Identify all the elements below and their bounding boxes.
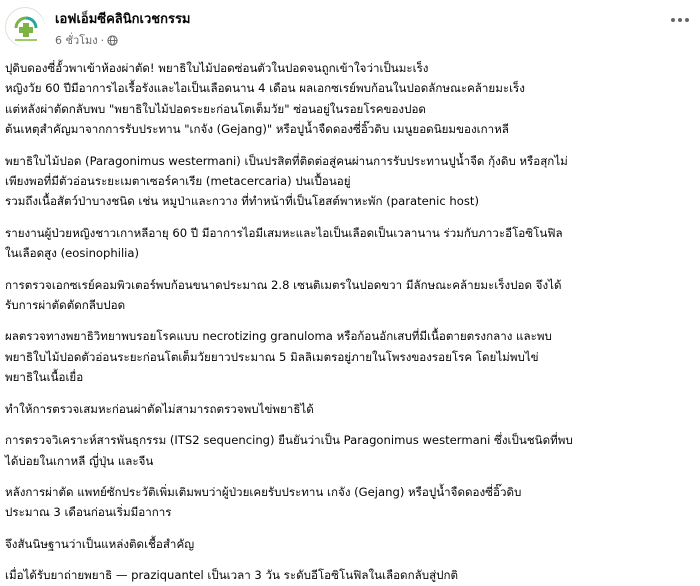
post-line: พยาธิในเนื้อเยื่อ <box>5 370 84 385</box>
post-paragraph <box>5 399 695 419</box>
more-horizontal-icon[interactable] <box>666 10 694 30</box>
globe-icon <box>107 35 118 46</box>
post-paragraph <box>5 534 695 554</box>
post-paragraph <box>5 326 695 387</box>
page-name[interactable]: เอฟเอ็มซีคลินิกเวชกรรม <box>55 12 191 27</box>
post-time[interactable]: 6 ชั่วโมง <box>55 34 98 47</box>
post-paragraph <box>5 565 695 585</box>
post-line: ในเลือดสูง (eosinophilia) <box>5 246 140 261</box>
post-line: เมื่อได้รับยาถ่ายพยาธิ — praziquantel เป็นเวลา 3 วัน ระดับอีโอซิโนฟิลในเลือดกลับสู่ปกติ <box>5 568 459 583</box>
post-line: การตรวจวิเคราะห์สารพันธุกรรม (ITS2 sequencing) ยืนยันว่าเป็น Paragonimus westermani ซึ่งเป็นชนิดที่พบ <box>5 433 573 448</box>
post-line: ได้บ่อยในเกาหลี ญี่ปุ่น และจีน <box>5 453 154 468</box>
post-line: จึงสันนิษฐานว่าเป็นแหล่งติดเชื้อสำคัญ <box>5 536 195 551</box>
post-paragraph <box>5 223 695 264</box>
post-line: หญิงวัย 60 ปีมีอาการไอเรื้อรังและไอเป็นเลือดนาน 4 เดือน ผลเอกซเรย์พบก้อนในปอดลักษณะคล้ายมะเร็ง <box>5 81 525 96</box>
post-paragraph <box>5 58 695 140</box>
post-paragraph <box>5 151 695 212</box>
post-line: ประมาณ 3 เดือนก่อนเริ่มมีอาการ <box>5 505 172 520</box>
post-paragraph <box>5 482 695 523</box>
post-line: พยาธิใบไม้ปอด (Paragonimus westermani) เป็นปรสิตที่ติดต่อสู่คนผ่านการรับประทานปูน้ำจืด กุ้งดิบ หรือสุกไม่ <box>5 153 568 168</box>
post-line: รับการผ่าตัดตัดกลีบปอด <box>5 298 126 313</box>
post-line: รายงานผู้ป่วยหญิงชาวเกาหลีอายุ 60 ปี มีอาการไอมีเสมหะและไอเป็นเลือดเป็นเวลานาน ร่วมกับภาวะอีโอซิโนฟิล <box>5 225 563 240</box>
post-paragraph <box>5 430 695 471</box>
post-body <box>5 58 695 586</box>
post-line: เพียงพอที่มีตัวอ่อนระยะเมตาเซอร์คาเรีย (metacercaria) ปนเปื้อนอยู่ <box>5 174 351 189</box>
post-line: ผลตรวจทางพยาธิวิทยาพบรอยโรคแบบ necrotizing granuloma หรือก้อนอักเสบที่มีเนื้อตายตรงกลาง และพบ <box>5 329 552 344</box>
post-line: การตรวจเอกซเรย์คอมพิวเตอร์พบก้อนขนาดประมาณ 2.8 เซนติเมตรในปอดขวา มีลักษณะคล้ายมะเร็งปอด จึงได้ <box>5 277 562 292</box>
post-line: รวมถึงเนื้อสัตว์ป่าบางชนิด เช่น หมูป่าและกวาง ที่ทำหน้าที่เป็นโฮสต์พาหะพัก (paratenic host) <box>5 194 479 209</box>
clinic-logo-icon[interactable] <box>5 7 45 47</box>
post-line: พยาธิใบไม้ปอดตัวอ่อนระยะก่อนโตเต็มวัยยาวประมาณ 5 มิลลิเมตรอยู่ภายในโพรงของรอยโรค โดยไม่พบไข่ <box>5 349 539 364</box>
post-line: ทำให้การตรวจเสมหะก่อนผ่าตัดไม่สามารถตรวจพบไข่พยาธิได้ <box>5 401 314 416</box>
post-line: หลังการผ่าตัด แพทย์ซักประวัติเพิ่มเติมพบว่าผู้ป่วยเคยรับประทาน เกจัง (Gejang) หรือปูน้ำจืดดองซี่อิ๊วดิบ <box>5 484 522 499</box>
post-paragraph <box>5 275 695 316</box>
post-line: ปุดิบดองซี่อั้วพาเข้าห้องผ่าตัด! พยาธิใบไม้ปอดซ่อนตัวในปอดจนถูกเข้าใจว่าเป็นมะเร็ง <box>5 61 429 75</box>
post-line: ต้นเหตุสำคัญมาจากการรับประทาน "เกจัง (Gejang)" หรือปูน้ำจืดดองซี่อิ๊วดิบ เมนูยอดนิยมของเกาหลี <box>5 122 509 137</box>
meta-separator: · <box>100 33 105 47</box>
post-header <box>0 0 700 52</box>
post-line: แต่หลังผ่าตัดกลับพบ "พยาธิใบไม้ปอดระยะก่อนโตเต็มวัย" ซ่อนอยู่ในรอยโรคของปอด <box>5 101 426 116</box>
post-meta <box>55 31 118 49</box>
